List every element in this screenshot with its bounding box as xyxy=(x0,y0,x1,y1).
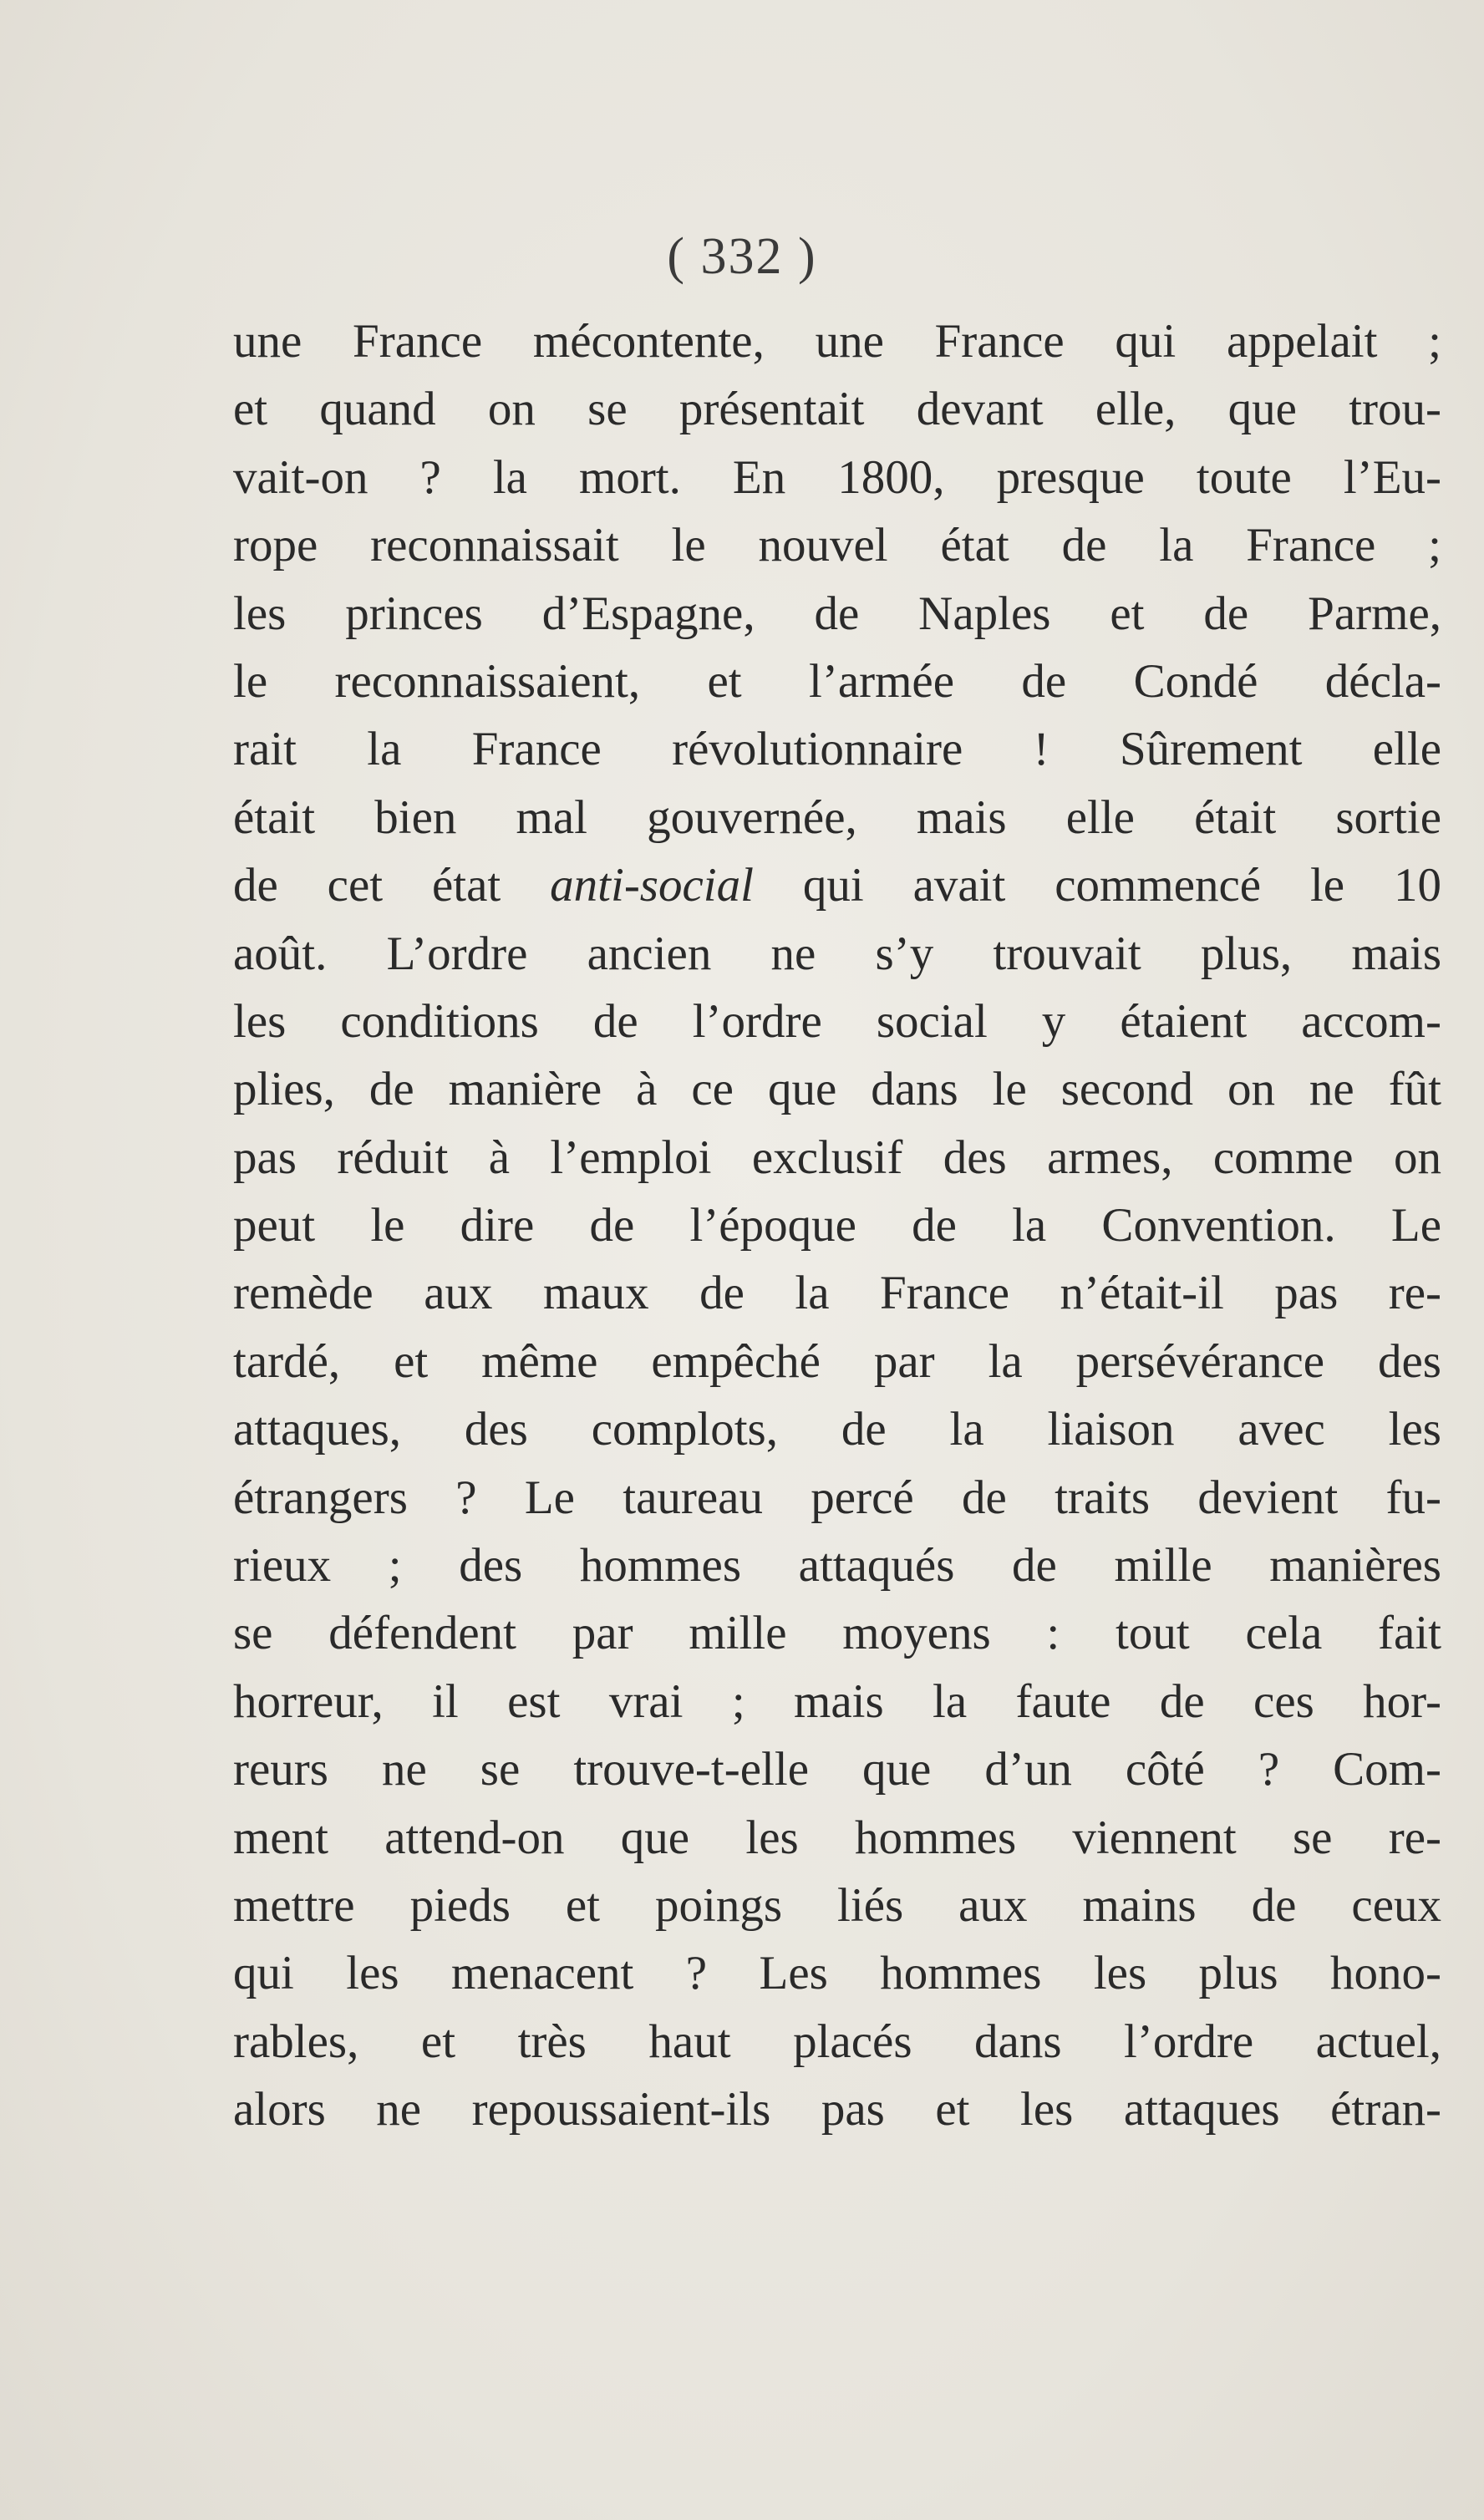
text-segment: qui avait commencé le 10 xyxy=(753,859,1441,912)
text-line: mettre pieds et poings liés aux mains de ceux xyxy=(233,1878,1441,1932)
body-text xyxy=(233,307,1441,2144)
text-line: les princes d’Espagne, de Naples et de Parme, xyxy=(233,587,1441,640)
text-line: était bien mal gouvernée, mais elle était sortie xyxy=(233,790,1441,844)
text-line: rait la France révolutionnaire ! Sûrement elle xyxy=(233,723,1441,776)
text-line: étrangers ? Le taureau percé de traits devient fu- xyxy=(233,1471,1441,1524)
text-line: alors ne repoussaient-ils pas et les attaques étran- xyxy=(233,2083,1441,2136)
text-line: qui les menacent ? Les hommes les plus hono- xyxy=(233,1947,1441,2000)
text-line: tardé, et même empêché par la persévérance des xyxy=(233,1334,1441,1388)
text-line: vait-on ? la mort. En 1800, presque toute l’Eu- xyxy=(233,450,1441,504)
text-line: attaques, des complots, de la liaison avec les xyxy=(233,1403,1441,1456)
text-line: ment attend-on que les hommes viennent se re- xyxy=(233,1811,1441,1864)
text-line: et quand on se présentait devant elle, que trou- xyxy=(233,383,1441,436)
text-line: remède aux maux de la France n’était-il pas re- xyxy=(233,1267,1441,1320)
text-line: plies, de manière à ce que dans le second on ne fût xyxy=(233,1063,1441,1116)
text-line: reurs ne se trouve-t-elle que d’un côté ? Com- xyxy=(233,1743,1441,1796)
page-number: ( 332 ) xyxy=(667,228,817,285)
text-line: une France mécontente, une France qui appelait ; xyxy=(233,315,1441,368)
text-line: horreur, il est vrai ; mais la faute de ces hor- xyxy=(233,1674,1441,1728)
text-line-with-italic xyxy=(233,851,1441,919)
text-line: août. L’ordre ancien ne s’y trouvait plus, mais xyxy=(233,927,1441,980)
italic-term: anti-social xyxy=(550,859,754,912)
text-line: rables, et très haut placés dans l’ordre actuel, xyxy=(233,2014,1441,2068)
text-line: peut le dire de l’époque de la Convention. Le xyxy=(233,1199,1441,1252)
text-line: les conditions de l’ordre social y étaient accom- xyxy=(233,994,1441,1048)
text-segment: de cet état xyxy=(233,859,551,912)
text-line: rieux ; des hommes attaqués de mille manières xyxy=(233,1539,1441,1593)
text-line: se défendent par mille moyens : tout cela fait xyxy=(233,1607,1441,1660)
text-line: pas réduit à l’emploi exclusif des armes, comme on xyxy=(233,1130,1441,1184)
text-line: le reconnaissaient, et l’armée de Condé décla- xyxy=(233,654,1441,708)
text-line: rope reconnaissait le nouvel état de la France ; xyxy=(233,519,1441,572)
